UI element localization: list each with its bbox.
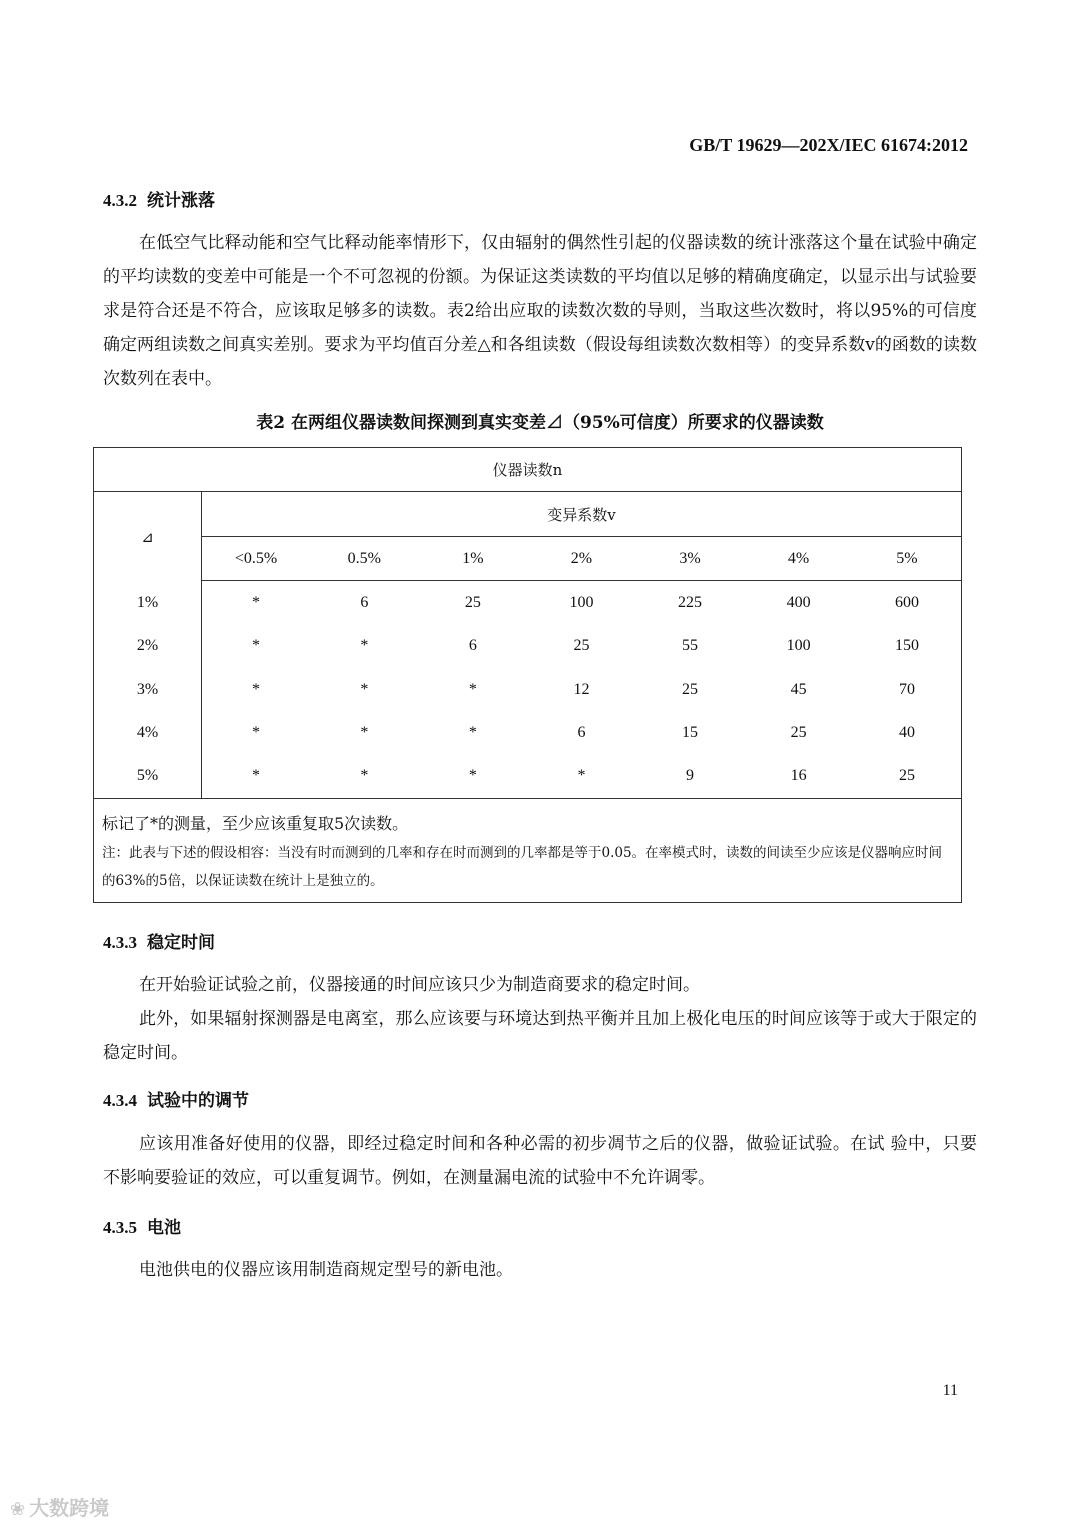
table-cell: * <box>468 680 477 698</box>
table-cell: 6 <box>468 637 477 655</box>
table-cell: * <box>360 724 369 742</box>
document-code: GB/T 19629—202X/IEC 61674:2012 <box>689 135 968 155</box>
table-cell: * <box>310 755 419 799</box>
section-number: 4.3.5 <box>103 1218 137 1237</box>
paragraph-stabilization-1: 在开始验证试验之前，仪器接通的时间应该只少为制造商要求的稳定时间。 <box>139 975 700 995</box>
row-delta: 1% <box>94 581 202 624</box>
paragraph-statistical-fluctuation: 在低空气比释动能和空气比释动能率情形下，仅由辐射的偶然性引起的仪器读数的统计涨落这个量在试验中确定的平均读数的变差中可能是一个不可忽视的份额。为保证这类读数的平均值以足够的精确度确定，以显示出与试验要求是符合还是不符合，应该取足够多的读数。表2给出应取的读数次数的导则，当取这些次数时，将以95%的可信度确定两组读数之间真实差别。要求为平均值百分差△和各组读数（假设每组读数次数相等）的变异系数v的函数的读数次数列在表中。 <box>103 233 977 389</box>
section-number: 4.3.4 <box>103 1091 137 1110</box>
table-row <box>94 624 962 667</box>
column-header: 0.5% <box>310 536 419 580</box>
table-cell: 25 <box>790 724 807 742</box>
table-cell: 16 <box>744 755 853 799</box>
table-cell: 25 <box>682 680 699 698</box>
table-row <box>94 581 962 624</box>
table-cell: * <box>202 624 311 667</box>
section-heading-4-3-3 <box>103 928 215 953</box>
table-cell: * <box>202 711 311 754</box>
table-cell: 25 <box>573 637 590 655</box>
row-delta: 3% <box>94 668 202 711</box>
table-cell: * <box>202 668 311 711</box>
watermark <box>10 1492 109 1521</box>
table-footnote <box>94 798 962 902</box>
section-number: 4.3.3 <box>103 933 137 952</box>
cv-header: 变异系数v <box>202 492 962 536</box>
paragraph-adjustment: 应该用准备好使用的仪器，即经过稳定时间和各种必需的初步凋节之后的仪器，做验证试验。在试 验中，只要不影响要验证的效应，可以重复调节。例如，在测量漏电流的试验中不允许调零。 <box>103 1134 977 1188</box>
row-delta: 5% <box>94 755 202 799</box>
table-cell: 12 <box>573 680 590 698</box>
table-cell: * <box>527 755 636 799</box>
table-cell: * <box>360 680 369 698</box>
table-row <box>94 711 962 754</box>
table-cell: 40 <box>853 711 962 754</box>
row-delta: 4% <box>94 711 202 754</box>
readings-table <box>93 447 962 903</box>
table-cell: 70 <box>853 668 962 711</box>
footnote-main: 标记了*的测量，至少应该重复取5次读数。 <box>102 814 409 834</box>
table-top-header: 仪器读数n <box>94 448 962 492</box>
section-heading-4-3-2 <box>103 186 215 211</box>
table-cell: 6 <box>310 581 419 624</box>
table-cell: 150 <box>853 624 962 667</box>
table-cell: 9 <box>636 755 745 799</box>
table-row <box>94 668 962 711</box>
column-header: 1% <box>419 536 528 580</box>
table-cell: 25 <box>853 755 962 799</box>
paragraph-stabilization-2: 此外，如果辐射探测器是电离室，那么应该要与环境达到热平衡并且加上极化电压的时间应该等于或大于限定的稳定时间。 <box>103 1009 977 1063</box>
section-title: 试验中的调节 <box>147 1091 249 1111</box>
column-header: <0.5% <box>202 536 311 580</box>
logo-icon: ❀ <box>10 1499 26 1520</box>
table-cell: 55 <box>682 637 699 655</box>
section-heading-4-3-5 <box>103 1213 181 1238</box>
section-title: 统计涨落 <box>147 191 215 211</box>
table-cell: 600 <box>853 581 962 624</box>
column-header: 2% <box>527 536 636 580</box>
column-header: 4% <box>744 536 853 580</box>
section-title: 稳定时间 <box>147 933 215 953</box>
paragraph-battery: 电池供电的仪器应该用制造商规定型号的新电池。 <box>139 1260 513 1280</box>
delta-header: ⊿ <box>94 492 202 581</box>
table-cell: 25 <box>419 581 528 624</box>
table-cell: * <box>419 755 528 799</box>
table-caption: 表2 在两组仪器读数间探测到真实变差⊿（95%可信度）所要求的仪器读数 <box>256 413 824 433</box>
page-number: 11 <box>942 1382 958 1399</box>
table-cell: 15 <box>682 724 699 742</box>
table-cell: * <box>468 724 477 742</box>
table-cell: 45 <box>790 680 807 698</box>
footnote-note: 注：此表与下述的假设相容：当没有时而测到的几率和存在时而测到的几率都是等于0.05。在率模式时，读数的间读至少应该是仪器响应时间的63%的5倍，以保证读数在统计上是独立的。 <box>102 845 943 890</box>
table-cell: * <box>202 581 311 624</box>
section-number: 4.3.2 <box>103 191 137 210</box>
column-header: 5% <box>853 536 962 580</box>
section-title: 电池 <box>147 1218 181 1238</box>
column-header: 3% <box>636 536 745 580</box>
table-cell: * <box>202 755 311 799</box>
table-row <box>94 755 962 799</box>
row-delta: 2% <box>94 624 202 667</box>
table-cell: * <box>360 637 369 655</box>
table-cell: 400 <box>744 581 853 624</box>
table-cell: 225 <box>636 581 745 624</box>
section-heading-4-3-4 <box>103 1086 249 1111</box>
table-cell: 6 <box>577 724 586 742</box>
table-cell: 100 <box>786 637 811 655</box>
table-cell: 100 <box>527 581 636 624</box>
watermark-text: 大数跨境 <box>29 1496 110 1520</box>
